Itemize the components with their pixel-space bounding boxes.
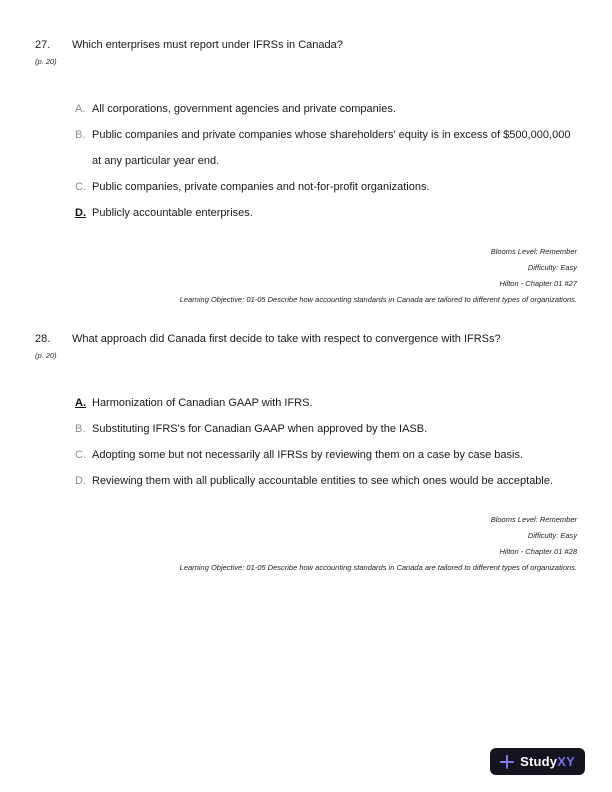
option-letter: C. bbox=[75, 181, 86, 193]
options-list bbox=[75, 96, 577, 226]
option-text: Substituting IFRS's for Canadian GAAP when approved by the IASB. bbox=[92, 423, 428, 435]
option-letter-correct: A. bbox=[75, 397, 86, 409]
difficulty: Difficulty: Easy bbox=[527, 263, 577, 272]
option-text: Publicly accountable enterprises. bbox=[92, 207, 253, 219]
option-b bbox=[75, 122, 577, 174]
option-text: Public companies, private companies and not-for-profit organizations. bbox=[92, 181, 430, 193]
question-number: 27. bbox=[35, 39, 51, 51]
question-header bbox=[35, 38, 577, 52]
question-header bbox=[35, 332, 577, 346]
logo-text-xy: XY bbox=[557, 754, 575, 769]
question-number: 28. bbox=[35, 333, 51, 345]
chapter-reference: Hilton - Chapter 01 #27 bbox=[499, 279, 577, 288]
chapter-reference: Hilton - Chapter 01 #28 bbox=[499, 547, 577, 556]
options-list bbox=[75, 390, 577, 494]
option-letter: B. bbox=[75, 129, 86, 141]
studyxy-logo-badge bbox=[490, 748, 585, 775]
plus-icon bbox=[500, 755, 514, 769]
question-28 bbox=[35, 332, 577, 576]
option-a-correct bbox=[75, 390, 577, 416]
page-reference: (p. 20) bbox=[35, 351, 57, 360]
option-c bbox=[75, 174, 577, 200]
logo-text bbox=[520, 754, 575, 769]
question-27 bbox=[35, 38, 577, 308]
learning-objective: Learning Objective: 01-05 Describe how accounting standards in Canada are tailored to different types of organizations. bbox=[179, 563, 577, 572]
question-text: Which enterprises must report under IFRSs in Canada? bbox=[72, 39, 343, 51]
option-text: All corporations, government agencies and private companies. bbox=[92, 103, 396, 115]
option-text: Adopting some but not necessarily all IFRSs by reviewing them on a case by case basis. bbox=[92, 449, 524, 461]
option-d-correct bbox=[75, 200, 577, 226]
option-letter: C. bbox=[75, 449, 86, 461]
page-reference: (p. 20) bbox=[35, 57, 57, 66]
option-text: Public companies and private companies whose shareholders' equity is in excess of $500,000,000 at any particular year end. bbox=[92, 129, 571, 167]
question-text: What approach did Canada first decide to take with respect to convergence with IFRSs? bbox=[72, 333, 501, 345]
blooms-level: Blooms Level: Remember bbox=[490, 247, 577, 256]
option-letter: B. bbox=[75, 423, 86, 435]
option-letter: D. bbox=[75, 475, 86, 487]
blooms-level: Blooms Level: Remember bbox=[490, 515, 577, 524]
option-text: Reviewing them with all publically accountable entities to see which ones would be acceptable. bbox=[92, 475, 554, 487]
option-text: Harmonization of Canadian GAAP with IFRS. bbox=[92, 397, 313, 409]
option-d bbox=[75, 468, 577, 494]
option-letter: A. bbox=[75, 103, 86, 115]
option-c bbox=[75, 442, 577, 468]
learning-objective: Learning Objective: 01-05 Describe how accounting standards in Canada are tailored to different types of organizations. bbox=[179, 295, 577, 304]
option-b bbox=[75, 416, 577, 442]
question-metadata bbox=[35, 512, 577, 576]
option-letter-correct: D. bbox=[75, 207, 86, 219]
difficulty: Difficulty: Easy bbox=[527, 531, 577, 540]
option-a bbox=[75, 96, 577, 122]
question-metadata bbox=[35, 244, 577, 308]
logo-text-study: Study bbox=[520, 754, 558, 769]
